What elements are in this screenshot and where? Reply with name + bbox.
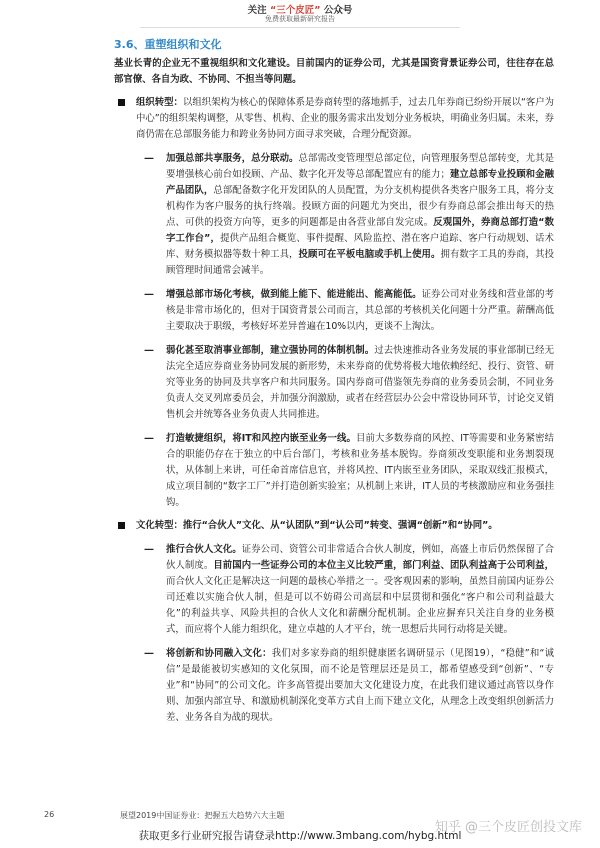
document-body <box>114 36 554 726</box>
footer-download-link[interactable]: 获取更多行业研究报告请登录http://www.3mbang.com/hybg.html <box>138 830 462 842</box>
page-header <box>0 0 600 26</box>
bullet-org-transform <box>114 95 554 143</box>
header-title: 关注 “三个皮匠” 公众号 <box>247 5 353 16</box>
section-intro: 基业长青的企业无不重视组织和文化建设。目前国内的证券公司，尤其是国资背景证券公司，往往存在总部官僚、各自为政、不协同、不担当等问题。 <box>114 58 554 85</box>
dash-bullet-icon: — <box>144 345 154 356</box>
square-bullet-icon <box>118 522 125 529</box>
header-divider <box>140 27 460 28</box>
square-bullet-icon <box>118 99 125 106</box>
sub-item-market-assessment: — 增强总部市场化考核，做到能上能下、能进能出、能高能低。证券公司对业务线和营业部的考核是非常市场化的，但对于国资背景公司而言，其总部的考核机关化问题十分严重。薪酬高低主要取决于职级，考核好坏差异普遍在10%以内，更谈不上淘汰。 <box>144 289 554 332</box>
dash-bullet-icon: — <box>144 648 154 659</box>
bullet-lead: 文化转型：推行“合伙人”文化、从“认团队”到“认公司”转变、强调“创新”和“协同”。 <box>136 520 498 531</box>
dash-bullet-icon: — <box>144 544 154 555</box>
header-highlight: “三个皮匠” <box>270 5 321 16</box>
bullet-text: 以组织架构为核心的保障体系是券商转型的落地抓手，过去几年券商已纷纷开展以“客户为中心”的组织架构调整，从零售、机构、企业的服务需求出发划分业务板块，明确业务归属。未来，券商仍需在总部服务能力和跨业务协同方面寻求突破，合理分配资源。 <box>136 97 554 140</box>
sub-item-weaken-division: — 弱化甚至取消事业部制，建立强协同的体制机制。过去快速推动各业务发展的事业部制已经无法完全适应券商业务协同发展的新形势，未来券商的优势将极大地依赖经纪、投行、资管、研究等业务的协同及共享客户和共同服务。国内券商可借鉴领先券商的业务委员会制，不同业务负责人交叉列席委员会，并加强分润激励，或者在经营层办公会中常设协同环节，讨论交叉销售机会并统筹各业务负责人共同推进。 <box>144 345 554 420</box>
bullet-culture-transform <box>114 518 554 534</box>
sub-item-innovation-synergy: — 将创新和协同融入文化：我们对多家券商的组织健康匿名调研显示（见图19），“稳健”和“诚信”是最能被切实感知的文化氛围，而不论是管理层还是员工，都希望感受到“创新”、“专业”和“协同”的公司文化。许多高管提出要加大文化建设力度，在此我们建议通过高管以身作则、加强内部宣导、和激励机制深化变革方式自上而下建立文化，从理念上改变组织创新活力差、业务各自为战的现状。 <box>144 648 554 723</box>
dash-bullet-icon: — <box>144 289 154 300</box>
bullet-lead: 组织转型： <box>136 97 183 108</box>
sub-item-partner-culture: — 推行合伙人文化。证券公司、资管公司非常适合合伙人制度，例如，高盛上市后仍然保留了合伙人制度。目前国内一些证券公司的本位主义比较严重，部门利益、团队利益高于公司利益，而合伙人文化正是解决这一问题的最核心举措之一。受客观因素的影响，虽然目前国内证券公司还难以实施合伙人制，但是可以不妨碍公司高层和中层贯彻和强化“客户和公司利益最大化”的利益共享、风险共担的合伙人文化和薪酬分配机制。企业应摒弃只关注自身的业务模式，而应将个人能力组织化，建立卓越的人才平台，统一思想后共同行动将是关键。 <box>144 544 554 635</box>
dash-bullet-icon: — <box>144 153 154 164</box>
page-number: 26 <box>44 810 55 819</box>
section-title: 3.6、重塑组织和文化 <box>114 38 222 51</box>
sub-item-agile-org: — 打造敏捷组织，将IT和风控内嵌至业务一线。目前大多数券商的风控、IT等需要和业务紧密结合的职能仍存在于独立的中后台部门，考核和业务基本脱钩。券商须改变职能和业务割裂现状，从体制上来讲，可任命首席信息官，并将风控、IT内嵌至业务团队，采取双线汇报模式，成立项目制的“数字工厂”并打造创新实验室；从机制上来讲，IT人员的考核激励应和业务强挂钩。 <box>144 433 555 508</box>
footer-series: 展望2019中国证券业：把握五大趋势六大主题 <box>120 811 285 820</box>
zhihu-watermark: 知乎 @三个皮匠创投文库 <box>434 820 582 835</box>
sub-item-shared-service: — 加强总部共享服务，总分联动。总部需改变管理型总部定位，向管理服务型总部转变，尤其是要增强核心前台如投顾、产品、数字化开发等总部配置应有的能力；建立总部专业投顾和金融产品团队，总部配备数字化开发团队的人员配置，为分支机构提供各类客户服务工具，将分支机构作为客户服务的执行终端。投顾方面的问题尤为突出，很少有券商总部会推出每天的热点、可供的投资方向等，更多的问题都是由各营业部自发完成。反观国外，券商总部打造“数字工作台”，提供产品组合概览、事件提醒、风险监控、潜在客户追踪、客户行动规划、话术库、财务模拟器等数十种工具，投顾可在平板电脑或手机上使用。拥有数字工具的券商，其投顾管理时间通常会减半。 <box>144 153 554 276</box>
dash-bullet-icon: — <box>144 433 154 444</box>
header-subtitle: 免费获取最新研究报告 <box>265 15 335 23</box>
